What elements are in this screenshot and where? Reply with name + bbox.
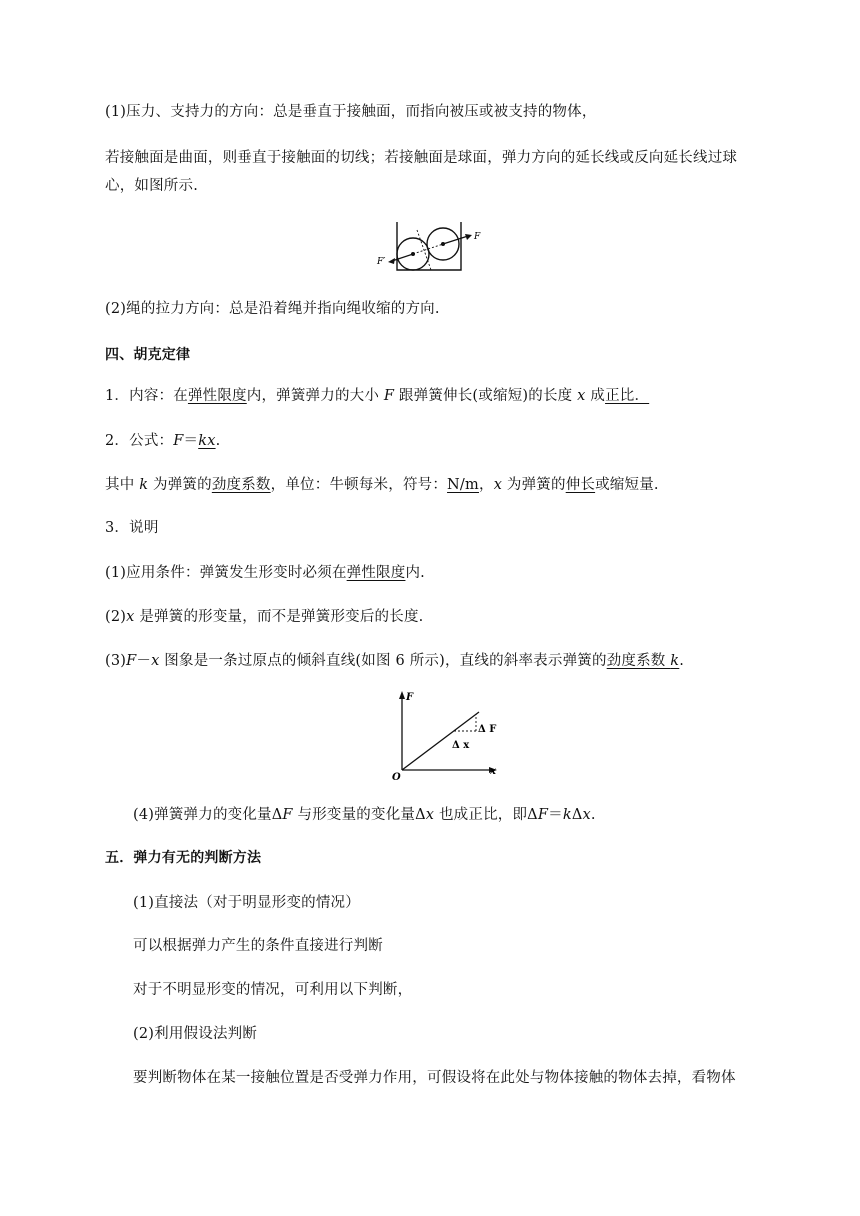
origin-label: O — [392, 772, 401, 783]
two-balls-figure — [372, 218, 492, 282]
delta-x-label: Δ x — [452, 740, 470, 751]
delta-f-label: Δ F — [478, 724, 497, 735]
paragraph-deformation: (2)x 是弹簧的形变量，而不是弹簧形变后的长度. — [105, 609, 424, 625]
paragraph-rope-tension: (2)绳的拉力方向：总是沿着绳并指向绳收缩的方向. — [105, 301, 440, 317]
force-extension-graph — [382, 688, 512, 784]
paragraph-hypothesis-method: (2)利用假设法判断 — [133, 1026, 258, 1042]
heading-hookes-law: 四、胡克定律 — [105, 347, 191, 363]
axis-label-x: x — [490, 766, 496, 777]
paragraph-change-proportional: (4)弹簧弹力的变化量ΔF 与形变量的变化量Δx 也成正比，即ΔF＝kΔx. — [133, 807, 596, 823]
paragraph-direct-method: (1)直接法（对于明显形变的情况） — [133, 895, 360, 911]
paragraph-stiffness: 其中 k 为弹簧的劲度系数，单位：牛顿每米，符号：N/m，x 为弹簧的伸长或缩短量. — [105, 477, 659, 493]
paragraph-pressure-direction: (1)压力、支持力的方向：总是垂直于接触面，而指向被压或被支持的物体， — [105, 104, 597, 120]
paragraph-direct-judge: 可以根据弹力产生的条件直接进行判断 — [133, 938, 383, 954]
axis-label-f: F — [406, 692, 414, 703]
paragraph-formula: 2．公式：F＝kx. — [105, 433, 221, 449]
force-label-f-prime: F′ — [377, 257, 386, 267]
force-label-f: F — [474, 232, 481, 242]
paragraph-explanation: 3．说明 — [105, 520, 159, 536]
paragraph-condition: (1)应用条件：弹簧发生形变时必须在弹性限度内. — [105, 565, 425, 581]
paragraph-curved-surface-cont: 心，如图所示. — [105, 178, 199, 194]
paragraph-unobvious: 对于不明显形变的情况，可利用以下判断， — [133, 982, 413, 998]
paragraph-content: 1．内容：在弹性限度内，弹簧弹力的大小 F 跟弹簧伸长(或缩短)的长度 x 成正比． — [105, 388, 650, 404]
paragraph-hypothesis-detail: 要判断物体在某一接触位置是否受弹力作用，可假设将在此处与物体接触的物体去掉，看物体 — [133, 1070, 736, 1086]
paragraph-curved-surface: 若接触面是曲面，则垂直于接触面的切线；若接触面是球面，弹力方向的延长线或反向延长线过球 — [105, 150, 738, 166]
paragraph-graph: (3)F－x 图象是一条过原点的倾斜直线(如图 6 所示)，直线的斜率表示弹簧的劲度系数 k. — [105, 653, 685, 669]
heading-judgment-methods: 五．弹力有无的判断方法 — [105, 850, 262, 866]
